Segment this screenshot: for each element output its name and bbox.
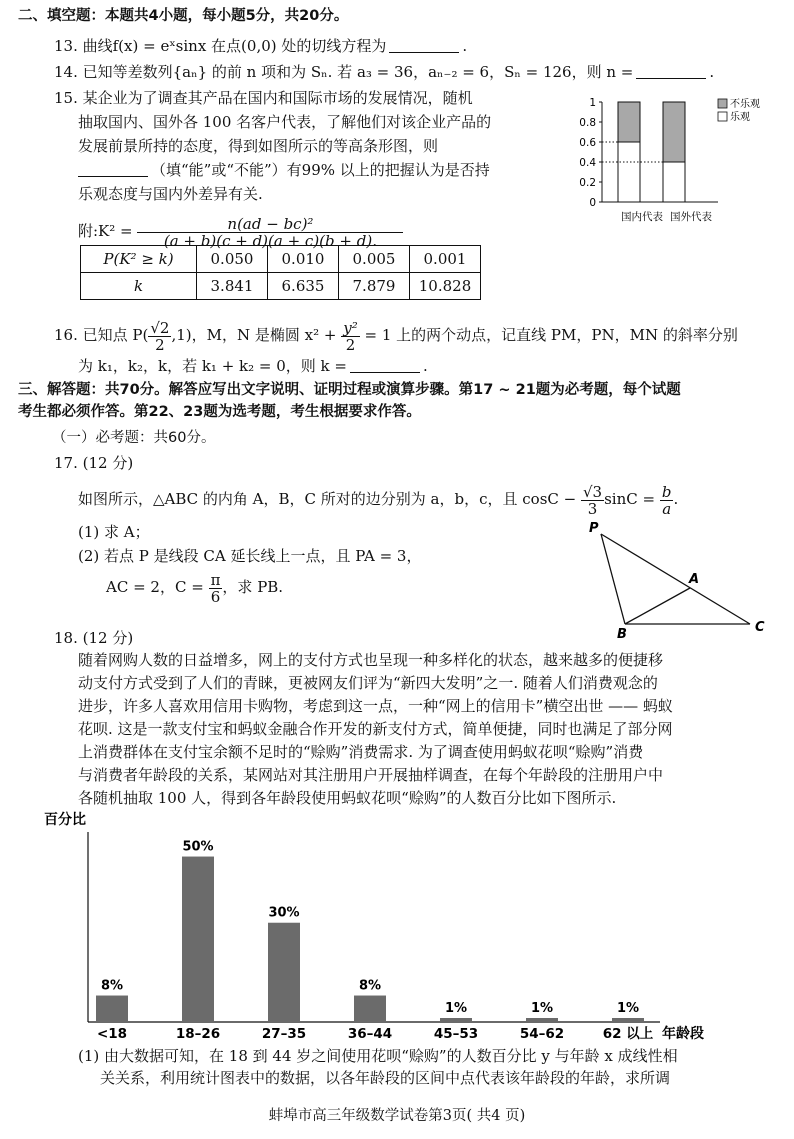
x-tick-label: 27–35 xyxy=(261,1026,307,1042)
bar xyxy=(96,996,128,1022)
bar-value-label: 1% xyxy=(444,1001,468,1016)
bar-pessimistic xyxy=(663,102,685,162)
bar-value-label: 50% xyxy=(182,839,214,855)
q13-answer-blank[interactable] xyxy=(389,38,459,53)
q14-answer-blank[interactable] xyxy=(636,64,706,79)
legend-swatch-pessimistic xyxy=(718,99,727,108)
q17-sqrt3-fraction xyxy=(581,484,604,517)
formula-denominator: (a + b)(c + d)(a + c)(b + d). xyxy=(163,231,377,250)
segment-pb xyxy=(601,534,625,624)
x-tick-label: 36–44 xyxy=(347,1026,393,1042)
y-tick-label: 0 xyxy=(589,197,596,209)
q16-end: . xyxy=(422,357,428,375)
page-footer: 蚌埠市高三年级数学试卷第3页( 共4 页) xyxy=(268,1108,526,1124)
q16-text-b: ,1)，M，N 是椭圆 x² + xyxy=(171,326,337,344)
section2-title: 二、填空题：本题共4小题，每小题5分，共20分。 xyxy=(18,8,349,24)
table-cell: 0.005 xyxy=(339,246,410,273)
legend-label-pessimistic: 不乐观 xyxy=(730,99,760,110)
q14-end: . xyxy=(709,63,715,81)
q16-frac-num2: y² xyxy=(343,318,358,337)
x-label-domestic: 国内代表 xyxy=(621,211,663,223)
label-a: A xyxy=(689,572,700,587)
part1-title: （一）必考题：共60分。 xyxy=(52,430,216,446)
q16-answer-blank[interactable] xyxy=(350,358,420,373)
bar xyxy=(612,1018,644,1022)
bar xyxy=(440,1018,472,1022)
y-tick-label: 0.8 xyxy=(579,117,596,129)
label-p: P xyxy=(589,521,599,536)
q15-line2: 抽取国内、国外各 100 名客户代表，了解他们对该企业产品的 xyxy=(78,113,492,131)
q17-six: 6 xyxy=(210,587,221,606)
q18-paragraph-line: 随着网购人数的日益增多，网上的支付方式也呈现一种多样化的状态，越来越多的便捷移 xyxy=(78,651,664,669)
q15-line5: 乐观态度与国内外差异有关. xyxy=(78,185,263,203)
y-tick-label: 1 xyxy=(589,97,596,109)
segment-pc xyxy=(601,534,750,624)
q17-part1: (1) 求 A； xyxy=(78,523,150,541)
y-tick-label: 0.4 xyxy=(579,157,596,169)
q17-pi: π xyxy=(210,570,221,589)
table-cell: 0.001 xyxy=(410,246,481,273)
q15-stacked-bar-chart xyxy=(568,92,788,232)
q15-line4-text: （填“能”或“不能”）有99% 以上的把握认为是否持 xyxy=(151,161,490,179)
q13-end: . xyxy=(462,37,468,55)
bar xyxy=(182,857,214,1022)
y-tick-label: 0.2 xyxy=(579,177,596,189)
q18-paragraph-line: 上消费群体在支付宝余额不足时的“赊购”消费需求. 为了调查使用蚂蚁花呗“赊购”消费 xyxy=(78,743,644,761)
question-16-line1 xyxy=(54,316,738,354)
x-tick-label: 45–53 xyxy=(433,1026,479,1042)
q16-ellipse-fraction xyxy=(341,320,360,353)
q16-point-fraction xyxy=(148,320,171,353)
q17-frac-num: √3 xyxy=(583,482,603,501)
table-cell: P(K² ≥ k) xyxy=(81,246,197,273)
question-13 xyxy=(54,36,467,56)
q15-formula xyxy=(78,213,403,249)
table-cell: 10.828 xyxy=(410,273,481,300)
table-row xyxy=(81,273,481,300)
q16-text-a: 16. 已知点 P( xyxy=(54,326,149,344)
section3-line2: 考生都必须作答。第22、23题为选考题，考生根据要求作答。 xyxy=(18,404,421,420)
q17-b: b xyxy=(661,482,672,501)
bar-value-label: 30% xyxy=(268,905,300,921)
q18-paragraph-line: 花呗. 这是一款支付宝和蚂蚁金融合作开发的新支付方式，简单便捷，同时也满足了部分网 xyxy=(78,720,673,738)
q15-line3: 发展前景所持的态度，得到如图所示的等高条形图，则 xyxy=(78,137,439,155)
q18-number: 18. (12 分) xyxy=(54,629,134,647)
q15-line1: 15. 某企业为了调查其产品在国内和国际市场的发展情况，随机 xyxy=(54,89,473,107)
q18-paragraph-line: 与消费者年龄段的关系，某网站对其注册用户开展抽样调查，在每个年龄段的注册用户中 xyxy=(78,766,664,784)
bar-optimistic xyxy=(618,142,640,202)
bar xyxy=(268,923,300,1022)
bar xyxy=(526,1018,558,1022)
q16-text-2: 为 k₁，k₂，k，若 k₁ + k₂ = 0，则 k = xyxy=(78,357,347,375)
q17-number: 17. (12 分) xyxy=(54,454,134,472)
x-label-foreign: 国外代表 xyxy=(670,211,712,223)
q17-stem: 如图所示，△ABC 的内角 A，B，C 所对的边分别为 a，b，c，且 cosC − $\frac{√3}{3}$ sinC = $\frac{b}{a}$ . xyxy=(78,482,679,518)
formula-fraction xyxy=(137,216,403,249)
x-tick-label: <18 xyxy=(96,1026,128,1042)
q18-paragraph-line: 动支付方式受到了人们的青睐，更被网友们评为“新四大发明”之一. 随着人们消费观念的 xyxy=(78,674,658,692)
table-cell: 6.635 xyxy=(268,273,339,300)
q17-pi6-fraction xyxy=(209,572,223,605)
q17-part3 xyxy=(106,568,283,606)
y-tick-label: 0.6 xyxy=(579,137,596,149)
k2-critical-table xyxy=(80,245,481,300)
formula-label: 附:K² = xyxy=(78,222,133,240)
x-tick-label: 54–62 xyxy=(519,1026,565,1042)
section3-line1: 三、解答题：共70分。解答应写出文字说明、证明过程或演算步骤。第17 ~ 21题为必考题，每个试题 xyxy=(18,382,681,398)
table-row xyxy=(81,246,481,273)
bar-optimistic xyxy=(663,162,685,202)
bar-pessimistic xyxy=(618,102,640,142)
bar-value-label: 1% xyxy=(530,1001,554,1016)
bar-value-label: 8% xyxy=(100,978,124,994)
y-axis-title: 百分比 xyxy=(44,812,86,828)
q15-answer-blank[interactable] xyxy=(78,162,148,177)
question-14 xyxy=(54,62,714,82)
bar xyxy=(354,996,386,1022)
table-cell: 0.050 xyxy=(197,246,268,273)
label-c: C xyxy=(755,620,765,635)
q13-text: 13. 曲线f(x) = eˣsinx 在点(0,0) 处的切线方程为 xyxy=(54,37,387,55)
age-usage-bar-chart xyxy=(40,800,760,1045)
table-cell: k xyxy=(81,273,197,300)
label-b: B xyxy=(617,627,627,641)
question-16-line2 xyxy=(78,356,428,376)
bar-value-label: 1% xyxy=(616,1001,640,1016)
q17-ba-fraction xyxy=(660,484,674,517)
q16-frac-num: √2 xyxy=(150,318,170,337)
q17-p3-text-a: AC = 2，C = xyxy=(106,578,204,596)
q16-frac-den: 2 xyxy=(155,335,165,354)
formula-numerator: n(ad − bc)² xyxy=(137,216,403,233)
triangle-figure xyxy=(585,516,785,641)
x-tick-label: 62 以上 xyxy=(602,1026,654,1042)
q18-paragraph-line: 各随机抽取 100 人，得到各年龄段使用蚂蚁花呗“赊购”的人数百分比如下图所示. xyxy=(78,789,617,807)
table-cell: 7.879 xyxy=(339,273,410,300)
q17-text-b: sinC = xyxy=(604,490,656,508)
q15-line4 xyxy=(78,160,490,180)
x-tick-label: 18–26 xyxy=(175,1026,221,1042)
q14-text: 14. 已知等差数列{aₙ} 的前 n 项和为 Sₙ. 若 a₃ = 36，aₙ₋₂ = 6，Sₙ = 126，则 n = xyxy=(54,63,634,81)
q16-frac-den2: 2 xyxy=(345,335,356,354)
q17-part2: (2) 若点 P 是线段 CA 延长线上一点，且 PA = 3， xyxy=(78,547,422,565)
q16-text-c: = 1 上的两个动点，记直线 PM，PN，MN 的斜率分别 xyxy=(364,326,738,344)
segment-ba xyxy=(625,588,690,624)
q18-sub1-line2: 关关系，利用统计图表中的数据，以各年龄段的区间中点代表该年龄段的年龄，求所调 xyxy=(100,1069,671,1087)
q17-a: a xyxy=(662,499,672,518)
q17-text-a: 如图所示，△ABC 的内角 A，B，C 所对的边分别为 a，b，c，且 cosC − xyxy=(78,490,577,508)
q18-sub1-line1: (1) 由大数据可知，在 18 到 44 岁之间使用花呗“赊购”的人数百分比 y 与年龄 x 成线性相 xyxy=(78,1047,678,1065)
table-cell: 3.841 xyxy=(197,273,268,300)
q17-p3-text-b: ，求 PB. xyxy=(222,578,284,596)
q17-frac-den: 3 xyxy=(587,499,598,518)
q18-paragraph-line: 进步，许多人喜欢用信用卡购物，考虑到这一点，一种“网上的信用卡”横空出世 —— 蚂蚁 xyxy=(78,697,673,715)
legend-label-optimistic: 乐观 xyxy=(730,112,750,123)
legend-swatch-optimistic xyxy=(718,112,727,121)
table-cell: 0.010 xyxy=(268,246,339,273)
x-axis-title: 年龄段 xyxy=(662,1026,704,1042)
bar-value-label: 8% xyxy=(358,978,382,994)
